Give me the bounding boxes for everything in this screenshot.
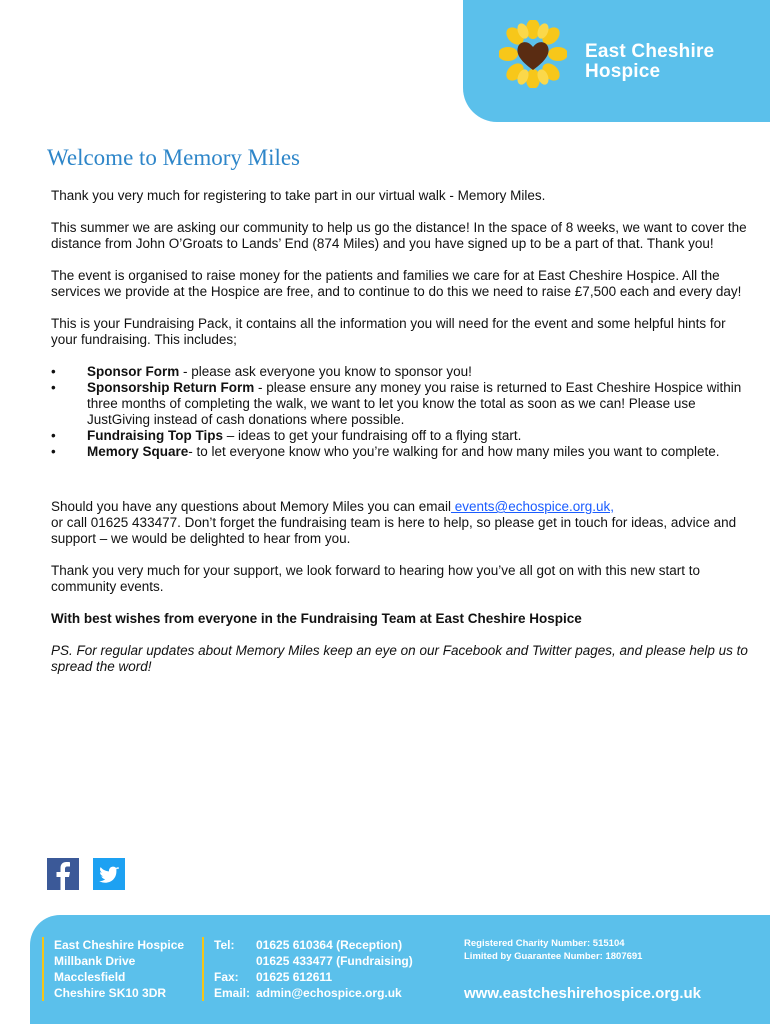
bullet-icon: • — [51, 380, 56, 395]
list-item-text: - to let everyone know who you’re walking for and how many miles you want to complete. — [188, 444, 720, 459]
list-item-title: Memory Square — [87, 444, 189, 459]
footer-registration — [464, 937, 642, 963]
list-item — [51, 444, 751, 460]
letter-body — [51, 188, 751, 691]
header-logo-panel — [463, 0, 770, 122]
intro-paragraph: Thank you very much for registering to take part in our virtual walk - Memory Miles. — [51, 188, 546, 203]
bullet-icon: • — [51, 428, 56, 443]
thanks-paragraph: Thank you very much for your support, we look forward to hearing how you’ve all got on with this new start to community events. — [51, 563, 701, 594]
fundraising-goal-paragraph: The event is organised to raise money for the patients and families we care for at East Cheshire Hospice. All the services we provide at the Hospice are free, and to continue to do this we need to raise £7,500 each and every day! — [51, 268, 742, 299]
ps-paragraph: PS. For regular updates about Memory Miles keep an eye on our Facebook and Twitter pages, and please help us to spread the word! — [51, 643, 748, 674]
fax-label: Fax: — [214, 970, 239, 984]
twitter-icon[interactable] — [93, 858, 125, 890]
pack-contents-list — [51, 364, 751, 460]
email-label: Email: — [214, 986, 251, 1000]
footer-address: East Cheshire Hospice Millbank Drive Macclesfield Cheshire SK10 3DR — [42, 937, 184, 1001]
tel-reception: 01625 610364 (Reception) — [256, 938, 403, 952]
email-link[interactable]: events@echospice.org.uk, — [450, 499, 615, 514]
list-item — [51, 380, 751, 428]
footer-contact — [202, 937, 413, 1001]
tel-fundraising: 01625 433477 (Fundraising) — [256, 954, 413, 968]
page-title: Welcome to Memory Miles — [47, 145, 301, 170]
list-item-title: Sponsorship Return Form — [87, 380, 255, 395]
contact-text-after: or call 01625 433477. Don’t forget the fundraising team is here to help, so please get in touch for ideas, advice and support – we would be delighted to hear from you. — [51, 515, 737, 546]
contact-text-before: Should you have any questions about Memory Miles you can email — [51, 499, 451, 514]
footer-email: admin@echospice.org.uk — [256, 986, 402, 1000]
signoff-line: With best wishes from everyone in the Fundraising Team at East Cheshire Hospice — [51, 611, 582, 626]
bullet-icon: • — [51, 364, 56, 379]
guarantee-number: Limited by Guarantee Number: 1807691 — [464, 951, 643, 962]
list-item-title: Sponsor Form — [87, 364, 180, 379]
footer-bar — [30, 915, 770, 1024]
sunflower-heart-icon — [499, 20, 567, 88]
list-item-text: - please ask everyone you know to sponsor you! — [179, 364, 472, 379]
fax-number: 01625 612611 — [256, 970, 333, 984]
social-links — [47, 858, 125, 890]
bullet-icon: • — [51, 444, 56, 459]
pack-contents-paragraph: This is your Fundraising Pack, it contains all the information you will need for the event and some helpful hints for your fundraising. This includes; — [51, 316, 726, 347]
list-item — [51, 364, 751, 380]
list-item — [51, 428, 751, 444]
community-paragraph: This summer we are asking our community to help us go the distance! In the space of 8 weeks, we want to cover the distance from John O’Groats to Lands’ End (874 Miles) and you have signed up to be a part of that. Thank you! — [51, 220, 747, 251]
charity-number: Registered Charity Number: 515104 — [464, 938, 625, 949]
list-item-text: - please ensure any money you raise is returned to East Cheshire Hospice within three months of completing the walk, we want to let you know the total as soon as we can! Please use JustGiving instead of cash donations where possible. — [87, 380, 742, 427]
list-item-title: Fundraising Top Tips — [87, 428, 223, 443]
hospice-logo-text: East Cheshire Hospice — [585, 41, 715, 82]
facebook-icon[interactable] — [47, 858, 79, 890]
contact-paragraph — [51, 499, 751, 547]
tel-label: Tel: — [214, 938, 235, 952]
list-item-text: – ideas to get your fundraising off to a flying start. — [223, 428, 522, 443]
website-link[interactable]: www.eastcheshirehospice.org.uk — [464, 985, 702, 1002]
